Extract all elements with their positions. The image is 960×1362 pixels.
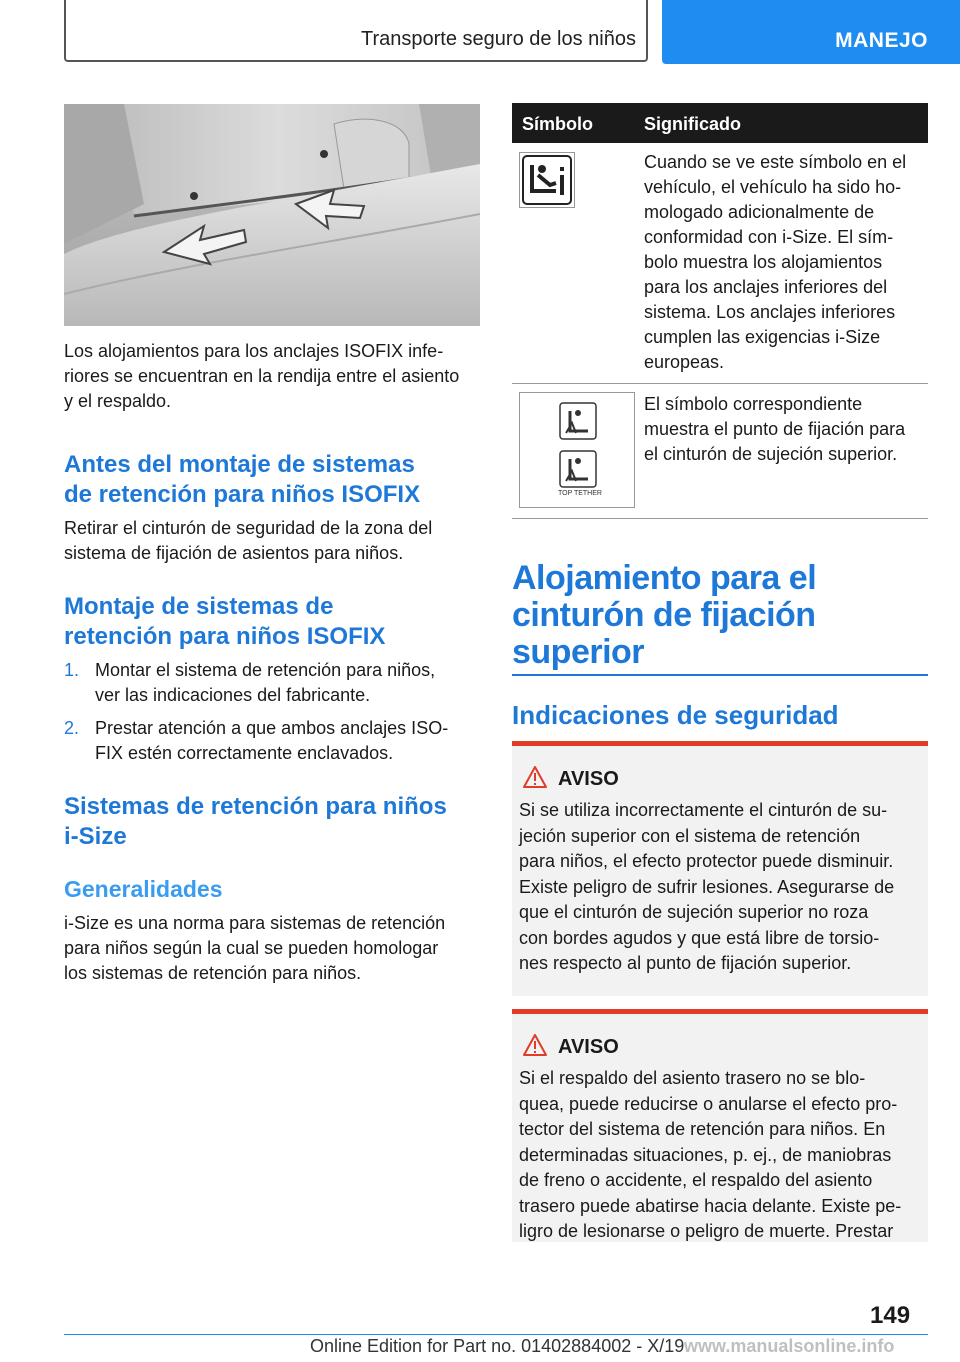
heading-line: retención para niños ISOFIX	[64, 623, 386, 650]
heading-generalidades: Generalidades	[64, 876, 223, 902]
description-line: Cuando se ve este símbolo en el	[644, 152, 907, 172]
description-line: conformidad con i-Size. El sím-	[644, 227, 894, 247]
column-header-symbol: Símbolo	[522, 114, 593, 134]
warning-line: para niños, el efecto protector puede disminuir.	[519, 851, 894, 871]
caption-line: riores se encuentran en la rendija entre el asiento	[64, 366, 460, 386]
heading-isize	[64, 792, 484, 852]
paragraph-line: para niños según la cual se pueden homologar	[64, 938, 439, 958]
warning-line: Existe peligro de sufrir lesiones. Asegurarse de	[519, 876, 895, 897]
warning-line: que el cinturón de sujeción superior no roza	[519, 902, 869, 922]
description-line: vehículo, el vehículo ha sido ho-	[644, 177, 902, 197]
step-line: Montar el sistema de retención para niños,	[95, 660, 436, 680]
warning-title: AVISO	[558, 768, 619, 790]
warning-line: jeción superior con el sistema de retención	[519, 825, 861, 846]
warning-line: de freno o accidente, el respaldo del asiento	[519, 1170, 873, 1190]
step-number: 1.	[64, 660, 80, 680]
warning-triangle-icon	[522, 1033, 548, 1057]
heading-line: Montaje de sistemas de	[64, 593, 334, 620]
step-line: FIX estén correctamente enclavados.	[95, 743, 394, 763]
chapter-tab[interactable]	[662, 0, 960, 64]
description-line: muestra el punto de fijación para	[644, 419, 906, 439]
isize-seat-icon	[519, 152, 575, 208]
top-tether-description	[644, 392, 928, 467]
warning-line: determinadas situaciones, p. ej., de maniobras	[519, 1144, 892, 1165]
isofix-seat-photo	[64, 104, 480, 326]
heading-line: Antes del montaje de sistemas	[64, 451, 415, 478]
description-line: para los anclajes inferiores del	[644, 277, 888, 297]
warning-line: trasero puede abatirse hacia delante. Existe pe-	[519, 1195, 902, 1216]
paragraph-line: los sistemas de retención para niños.	[64, 963, 362, 983]
warning-line: con bordes agudos y que está libre de torsio-	[519, 927, 880, 948]
paragraph-line: Retirar el cinturón de seguridad de la zona del	[64, 518, 433, 538]
edition-text: Online Edition for Part no. 01402884002 - X/19	[310, 1336, 685, 1356]
description-line: sistema. Los anclajes inferiores	[644, 302, 896, 322]
step-number: 2.	[64, 718, 80, 738]
top-tether-label: TOP TETHER	[558, 490, 602, 497]
column-header-meaning: Significado	[644, 114, 742, 134]
heading-line: superior	[512, 633, 645, 671]
chapter-tab-label: MANEJO	[835, 29, 928, 52]
description-line: bolo muestra los alojamientos	[644, 252, 883, 272]
warning-bar	[512, 1009, 928, 1014]
warning-bar	[512, 741, 928, 746]
warning-line: quea, puede reducirse o anularse el efecto pro-	[519, 1093, 898, 1114]
warning-triangle-icon	[522, 765, 548, 789]
heading-underline	[512, 674, 928, 676]
warning-line: ligro de lesionarse o peligro de muerte. Prestar	[519, 1221, 894, 1241]
list-item	[64, 658, 484, 716]
paragraph-antes	[64, 516, 484, 566]
description-line: El símbolo correspondiente	[644, 394, 863, 414]
list-item	[64, 716, 484, 774]
caption-line: y el respaldo.	[64, 391, 172, 411]
table-row-divider	[512, 518, 928, 519]
warning-line: Si el respaldo del asiento trasero no se blo-	[519, 1068, 866, 1088]
heading-indicaciones: Indicaciones de seguridad	[512, 700, 839, 730]
watermark: www.manualsonline.info	[684, 1336, 895, 1356]
steps-list	[64, 658, 484, 774]
description-line: cumplen las exigencias i-Size	[644, 327, 881, 347]
page-number: 149	[870, 1302, 911, 1329]
description-line: europeas.	[644, 352, 725, 372]
paragraph-line: i-Size es una norma para sistemas de retención	[64, 913, 446, 933]
table-row-divider	[512, 383, 928, 384]
warning-text	[519, 1066, 924, 1245]
warning-line: tector del sistema de retención para niños. En	[519, 1119, 886, 1139]
warning-line: nes respecto al punto de fijación superior.	[519, 953, 852, 973]
warning-text	[519, 798, 924, 977]
warning-box	[512, 741, 928, 996]
heading-alojamiento	[512, 560, 928, 671]
heading-line: Sistemas de retención para niños	[64, 793, 447, 820]
description-line: mologado adicionalmente de	[644, 202, 875, 222]
caption-line: Los alojamientos para los anclajes ISOFIX infe-	[64, 341, 444, 361]
heading-antes-montaje	[64, 450, 484, 510]
heading-line: cinturón de fijación	[512, 596, 816, 634]
description-line: el cinturón de sujeción superior.	[644, 444, 898, 464]
isize-symbol-description	[644, 150, 928, 375]
step-line: ver las indicaciones del fabricante.	[95, 685, 371, 705]
step-line: Prestar atención a que ambos anclajes ISO-	[95, 718, 449, 738]
warning-title: AVISO	[558, 1036, 619, 1058]
paragraph-line: sistema de fijación de asientos para niños.	[64, 543, 404, 563]
paragraph-generalidades	[64, 911, 484, 986]
warning-box	[512, 1009, 928, 1242]
section-title: Transporte seguro de los niños	[361, 28, 636, 50]
top-tether-icon	[519, 392, 635, 508]
photo-caption	[64, 339, 484, 414]
symbol-table-header	[512, 103, 928, 143]
footer-rule	[64, 1334, 928, 1335]
heading-line: Alojamiento para el	[512, 559, 817, 597]
warning-line: Si se utiliza incorrectamente el cinturón de su-	[519, 800, 888, 820]
heading-montaje	[64, 592, 484, 652]
heading-line: i-Size	[64, 823, 127, 850]
heading-line: de retención para niños ISOFIX	[64, 481, 421, 508]
